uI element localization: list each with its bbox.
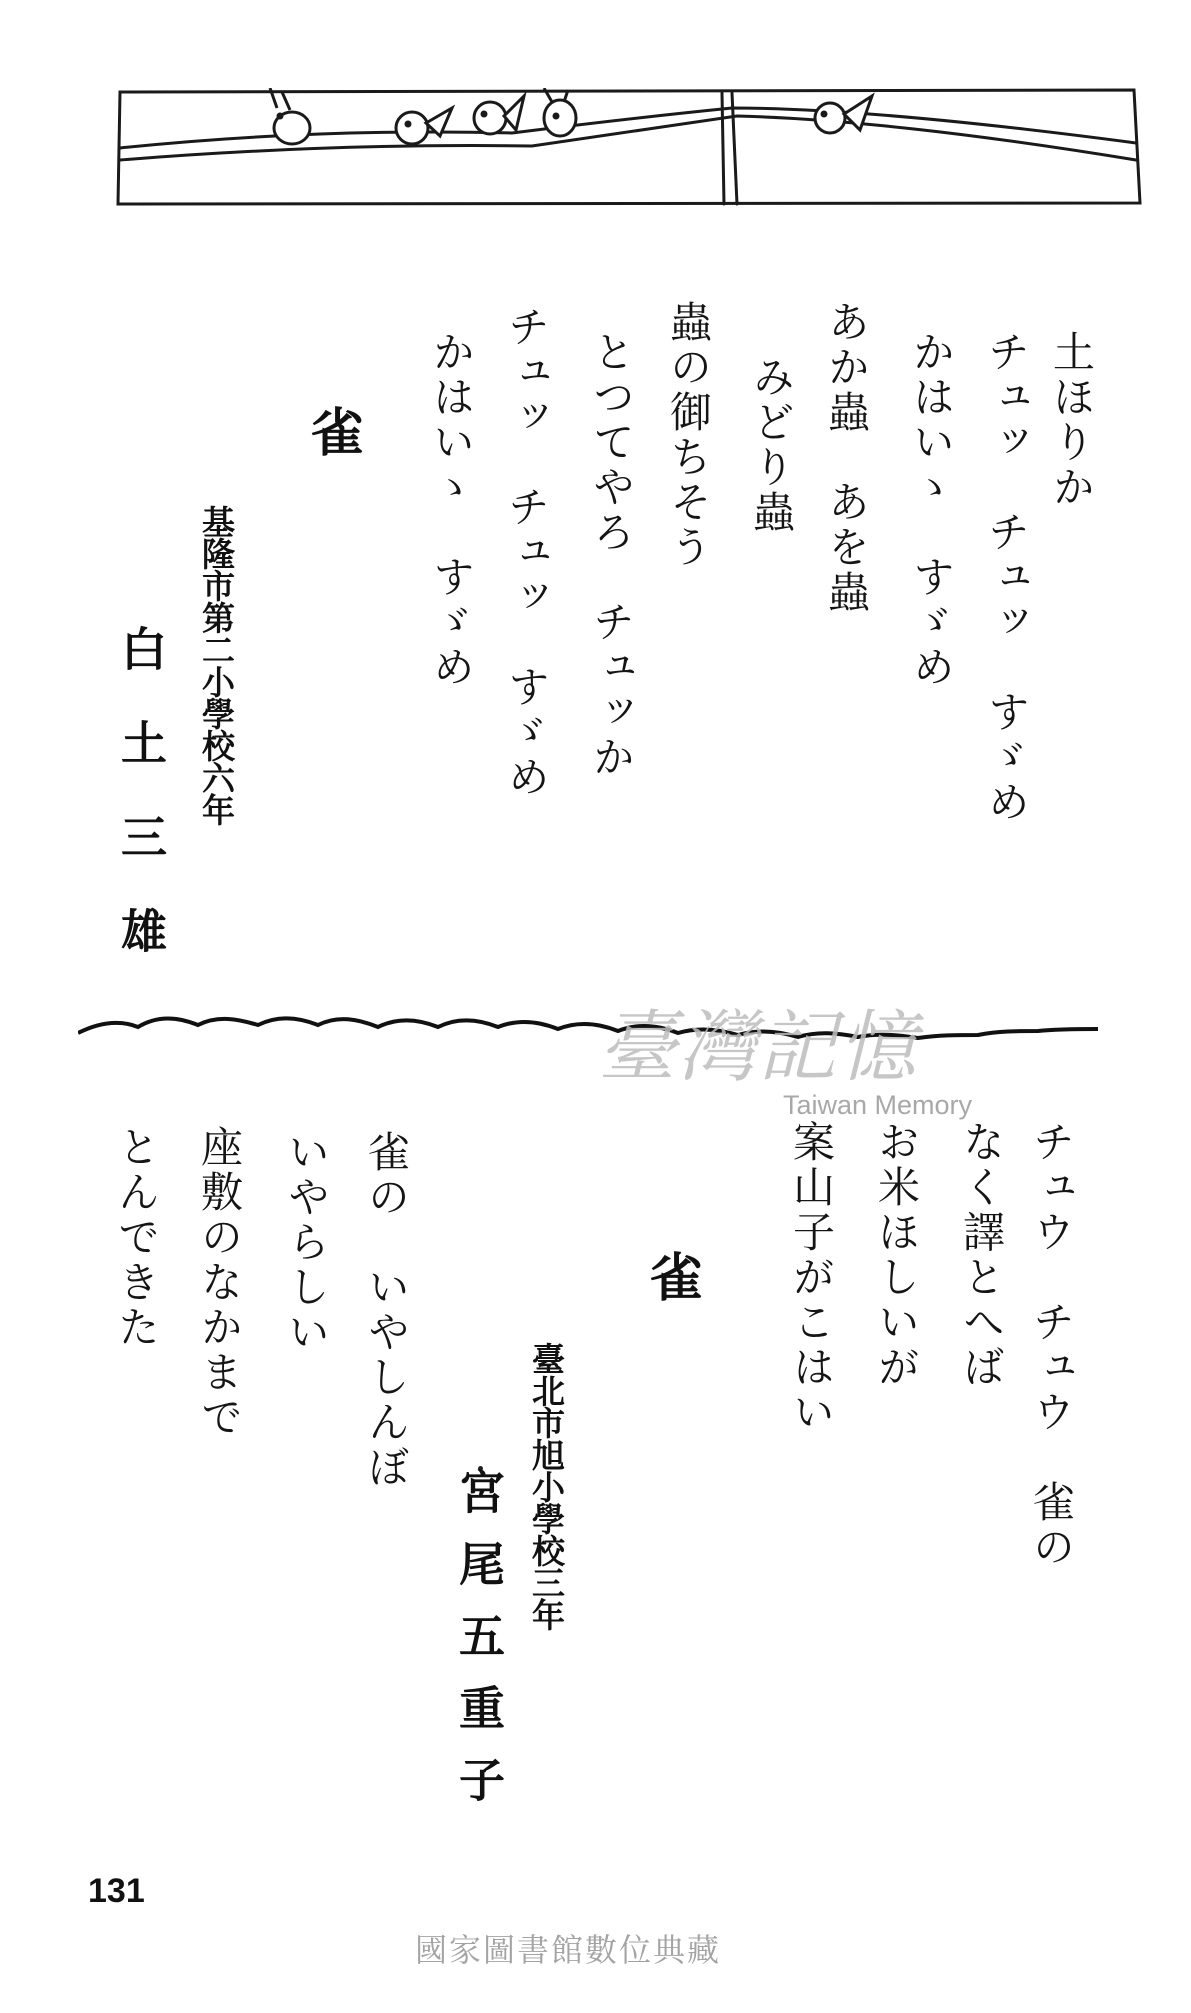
poem1-line: 土ほりか: [1047, 330, 1096, 510]
poem1-line: チュッ チュッ すゞめ: [502, 305, 551, 800]
poem2-line: チュウ チュウ 雀の: [1027, 1120, 1076, 1570]
poem1-title: 雀: [302, 405, 363, 457]
poem1-line: かはいゝ すゞめ: [427, 330, 476, 690]
poem1-line: あか蟲 あを蟲: [822, 300, 871, 615]
page-number: 131: [88, 1872, 145, 1910]
poem2-school: 臺北市旭小學校三年: [527, 1342, 566, 1630]
poem2-line: 雀の いやしんぼ: [362, 1130, 411, 1490]
poem1-line: 蟲の御ちそう: [664, 300, 713, 570]
poem1-line: とつてやろ チュッか: [587, 330, 636, 780]
poem1-author: 白土三雄: [114, 625, 168, 1001]
sparrows-banner-illustration: [112, 88, 1142, 208]
poem1-school: 基隆市第二小學校六年: [197, 505, 236, 825]
poem1-line: かはいゝ すゞめ: [907, 330, 956, 690]
poem1-line: みどり蟲: [747, 310, 796, 535]
poem2-line: とんできた: [112, 1125, 161, 1350]
poem2-line: 案山子がこはい: [787, 1120, 836, 1435]
poem1-line: チュッ チュッ すゞめ: [982, 330, 1031, 825]
poem2-line: お米ほしいが: [872, 1120, 921, 1390]
poem2-line: 座敷のなかまで: [195, 1125, 244, 1440]
poem2-line: なく譯とへば: [957, 1120, 1006, 1390]
wavy-divider: [78, 1005, 1098, 1055]
poem2-line: いやらしい: [282, 1130, 331, 1355]
sparrow-icon: [270, 88, 310, 144]
poem2-author: 宮尾五重子: [452, 1468, 506, 1828]
archive-footer: 國家圖書館數位典藏: [415, 1931, 722, 1969]
watermark-chinese: 臺灣記憶: [598, 1003, 919, 1093]
watermark-english: Taiwan Memory: [783, 1090, 973, 1120]
poem2-title: 雀: [641, 1250, 702, 1302]
